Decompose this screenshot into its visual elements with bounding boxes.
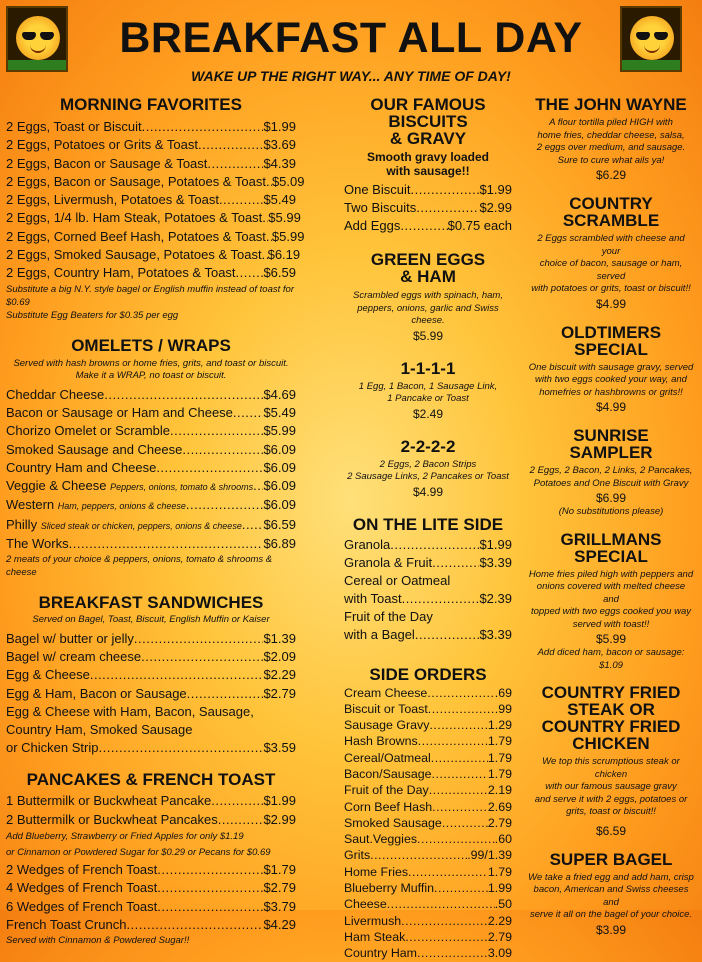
- menu-item: with Toast ..... $2.39: [344, 590, 512, 608]
- menu-item: Bagel w/ butter or jelly ..... $1.39: [6, 630, 296, 648]
- menu-item: Ham Steak ..... 2.79: [344, 929, 512, 945]
- menu-item-desc: Egg & Cheese with Ham, Bacon, Sausage,: [6, 704, 254, 720]
- column-left: [6, 95, 305, 947]
- menu-item-desc: Cereal or Oatmeal: [344, 572, 451, 588]
- menu-item-desc: Fruit of the Day: [344, 608, 433, 624]
- super-bagel-desc: We take a fried egg and add ham, crisp bacon, American and Swiss cheeses and serve it all on the bagel of your choice.: [528, 871, 694, 920]
- omelets-list: [6, 386, 296, 554]
- menu-title: BREAKFAST ALL DAY: [119, 14, 583, 62]
- section-title-sides: SIDE ORDERS: [369, 664, 487, 684]
- section-title-oldtimers: OLDTIMERS SPECIAL: [560, 322, 662, 359]
- menu-item: 2 Eggs, Corned Beef Hash, Potatoes & Toast ..... $5.99: [6, 228, 296, 246]
- menu-item: Chorizo Omelet or Scramble ..... $5.99: [6, 422, 296, 440]
- menu-item: 2 Wedges of French Toast ..... $1.79: [6, 861, 296, 879]
- section-title-omelets: OMELETS / WRAPS: [71, 335, 231, 355]
- menu-item: Granola & Fruit ..... $3.39: [344, 554, 512, 572]
- section-title-morning: MORNING FAVORITES: [60, 95, 242, 114]
- grillmans-note: Add diced ham, bacon or sausage: $1.09: [537, 647, 685, 671]
- menu-item: Livermush ..... 2.29: [344, 913, 512, 929]
- section-title-pancakes: PANCAKES & FRENCH TOAST: [26, 770, 276, 790]
- section-title-biscuits: OUR FAMOUS BISCUITS & GRAVY: [370, 95, 486, 148]
- menu-item: 2 Eggs, Bacon or Sausage, Potatoes & Toast ..... $5.09: [6, 173, 296, 191]
- menu-item: Smoked Sausage and Cheese ..... $6.09: [6, 441, 296, 459]
- country-scramble-price: $4.99: [595, 296, 627, 311]
- menu-item: 6 Wedges of French Toast ..... $3.79: [6, 898, 296, 916]
- menu-item: Cheese ..... .50: [344, 896, 512, 912]
- menu-item: 4 Wedges of French Toast ..... $2.79: [6, 879, 296, 897]
- sunrise-note: (No substitutions please): [558, 506, 664, 517]
- morning-list: [6, 118, 305, 283]
- menu-item: French Toast Crunch ..... $4.29: [6, 916, 296, 934]
- 2222-desc: 2 Eggs, 2 Bacon Strips 2 Sausage Links, 2 Pancakes or Toast: [347, 458, 509, 482]
- menu-item: or Chicken Strip ..... $3.59: [6, 739, 296, 757]
- section-title-grillmans: GRILLMANS SPECIAL: [560, 529, 662, 566]
- menu-item: Corn Beef Hash ..... 2.69: [344, 799, 512, 815]
- menu-item: Egg & Cheese ..... $2.29: [6, 666, 296, 684]
- french-toast-note: Served with Cinnamon & Powdered Sugar!!: [6, 935, 190, 947]
- sandwiches-list: [6, 630, 296, 757]
- menu-item: Western Ham, peppers, onions & cheese ..... $6.09: [6, 496, 296, 515]
- menu-item: Country Ham ..... 3.09: [344, 945, 512, 961]
- sunrise-price: $6.99: [595, 491, 627, 505]
- section-title-country-scramble: COUNTRY SCRAMBLE: [562, 194, 660, 230]
- grillmans-desc: Home fries piled high with peppers and onions covered with melted cheese and topped with two eggs cooked you way served with toast!!: [528, 568, 694, 630]
- oldtimers-desc: One biscuit with sausage gravy, served with two eggs cooked your way, and homefries or hashbrowns or grits!!: [528, 361, 694, 398]
- green-eggs-desc: Scrambled eggs with spinach, ham, peppers, onions, garlic and Swiss cheese.: [353, 290, 503, 326]
- section-title-1111: 1-1-1-1: [400, 358, 456, 378]
- menu-item: Egg & Ham, Bacon or Sausage ..... $2.79: [6, 685, 296, 703]
- sides-list: [344, 685, 512, 962]
- menu-item: 2 Eggs, 1/4 lb. Ham Steak, Potatoes & Toast ..... $5.99: [6, 209, 296, 227]
- menu-item: Sausage Gravy ..... 1.29: [344, 717, 512, 733]
- menu-item: Bacon/Sausage ..... 1.79: [344, 766, 512, 782]
- section-title-country-fried: COUNTRY FRIED STEAK OR COUNTRY FRIED CHICKEN: [541, 683, 681, 753]
- morning-note-bagel: Substitute a big N.Y. style bagel or English muffin instead of toast for $0.69: [6, 283, 294, 308]
- menu-item: 2 Buttermilk or Buckwheat Pancakes ..... $2.99: [6, 811, 296, 829]
- section-title-super-bagel: SUPER BAGEL: [549, 849, 673, 869]
- menu-item: Smoked Sausage ..... 2.79: [344, 815, 512, 831]
- french-toast-list: [6, 861, 296, 934]
- omelets-wrap-note: Make it a WRAP, no toast or biscuit.: [75, 370, 227, 382]
- menu-subtitle: WAKE UP THE RIGHT WAY... ANY TIME OF DAY!: [191, 68, 511, 84]
- menu-item: Hash Browns ..... 1.79: [344, 733, 512, 749]
- section-title-green-eggs: GREEN EGGS & HAM: [370, 250, 486, 286]
- menu-item: The Works ..... $6.89: [6, 535, 296, 553]
- menu-item: Fruit of the Day ..... 2.19: [344, 782, 512, 798]
- menu-item: Bagel w/ cream cheese ..... $2.09: [6, 648, 296, 666]
- menu-item: with a Bagel ..... $3.39: [344, 626, 512, 644]
- menu-item: Bacon or Sausage or Ham and Cheese ..... $5.49: [6, 404, 296, 422]
- section-title-sunrise: SUNRISE SAMPLER: [569, 426, 653, 462]
- menu-item: Grits ..... .99/1.39: [344, 847, 512, 863]
- country-fried-desc: We top this scrumptious steak or chicken with our famous sausage gravy and serve it with 2 eggs, potatoes or grits, toast or biscuit!!: [534, 756, 688, 817]
- section-title-lite: ON THE LITE SIDE: [352, 514, 504, 534]
- country-fried-price: $6.59: [595, 823, 627, 838]
- john-wayne-price: $6.29: [595, 168, 627, 182]
- column-middle: [344, 96, 512, 962]
- sunrise-desc: 2 Eggs, 2 Bacon, 2 Links, 2 Pancakes, Potatoes and One Biscuit with Gravy: [529, 465, 693, 489]
- pancakes-addon-note: Add Blueberry, Strawberry or Fried Apples for only $1.19: [6, 830, 244, 842]
- menu-item: Granola ..... $1.99: [344, 536, 512, 554]
- column-right: [528, 96, 694, 938]
- section-title-sandwiches: BREAKFAST SANDWICHES: [38, 593, 264, 613]
- menu-item: 2 Eggs, Potatoes or Grits & Toast ..... $3.69: [6, 136, 296, 154]
- menu-item: Cream Cheese ..... .69: [344, 685, 512, 701]
- 1111-price: $2.49: [412, 406, 444, 421]
- menu-item: Cereal/Oatmeal ..... 1.79: [344, 750, 512, 766]
- grillmans-price: $5.99: [595, 632, 627, 646]
- menu-item: 2 Eggs, Livermush, Potatoes & Toast ..... $5.49: [6, 191, 296, 209]
- pancakes-topping-note: or Cinnamon or Powdered Sugar for $0.29 or Pecans for $0.69: [6, 846, 271, 858]
- menu-item: Home Fries ..... 1.79: [344, 864, 512, 880]
- menu-item: Saut.Veggies ..... .60: [344, 831, 512, 847]
- menu-item: 2 Eggs, Smoked Sausage, Potatoes & Toast ..... $6.19: [6, 246, 296, 264]
- john-wayne-desc: A flour tortilla piled HIGH with home fries, cheddar cheese, salsa, 2 eggs over medium, and sausage. Sure to cure what ails ya!: [536, 117, 686, 166]
- omelets-works-note: 2 meats of your choice & peppers, onions, tomato & shrooms & cheese: [6, 554, 273, 579]
- menu-item: Blueberry Muffin ..... 1.99: [344, 880, 512, 896]
- menu-item: Country Ham and Cheese ..... $6.09: [6, 459, 296, 477]
- pancakes-list: [6, 792, 296, 829]
- country-scramble-desc: 2 Eggs scrambled with cheese and your choice of bacon, sausage or ham, served with potatoes or grits, toast or biscuit!!: [531, 233, 691, 294]
- morning-note-eggbeaters: Substitute Egg Beaters for $0.35 per egg: [6, 309, 179, 321]
- sandwiches-desc: Served on Bagel, Toast, Biscuit, English Muffin or Kaiser: [32, 614, 270, 626]
- menu-item: 1 Buttermilk or Buckwheat Pancake ..... $1.99: [6, 792, 296, 810]
- section-title-john-wayne: THE JOHN WAYNE: [535, 95, 687, 114]
- 2222-price: $4.99: [412, 484, 444, 499]
- green-eggs-price: $5.99: [412, 328, 444, 343]
- menu-item: Two Biscuits ..... $2.99: [344, 199, 512, 217]
- menu-item: Biscuit or Toast ..... .99: [344, 701, 512, 717]
- 1111-desc: 1 Egg, 1 Bacon, 1 Sausage Link, 1 Pancake or Toast: [358, 380, 498, 404]
- menu-item: 2 Eggs, Country Ham, Potatoes & Toast ..... $6.59: [6, 264, 296, 282]
- biscuits-list: [344, 181, 512, 235]
- menu-item: Veggie & Cheese Peppers, onions, tomato & shrooms ..... $6.09: [6, 477, 296, 496]
- menu-item: Cheddar Cheese ..... $4.69: [6, 386, 296, 404]
- menu-item: 2 Eggs, Bacon or Sausage & Toast ..... $4.39: [6, 155, 296, 173]
- menu-item: One Biscuit ..... $1.99: [344, 181, 512, 199]
- biscuits-desc: Smooth gravy loaded with sausage!!: [366, 150, 490, 178]
- oldtimers-price: $4.99: [595, 400, 627, 414]
- lite-list: [344, 536, 512, 644]
- menu-item: Add Eggs ..... $0.75 each: [344, 217, 512, 235]
- menu-item: Philly Sliced steak or chicken, peppers, onions & cheese ..... $6.59: [6, 516, 296, 535]
- menu-item: 2 Eggs, Toast or Biscuit ..... $1.99: [6, 118, 296, 136]
- section-title-2222: 2-2-2-2: [400, 436, 456, 456]
- menu-item-desc: Country Ham, Smoked Sausage: [6, 722, 193, 738]
- omelets-desc: Served with hash browns or home fries, grits, and toast or biscuit.: [13, 357, 289, 369]
- super-bagel-price: $3.99: [595, 922, 627, 937]
